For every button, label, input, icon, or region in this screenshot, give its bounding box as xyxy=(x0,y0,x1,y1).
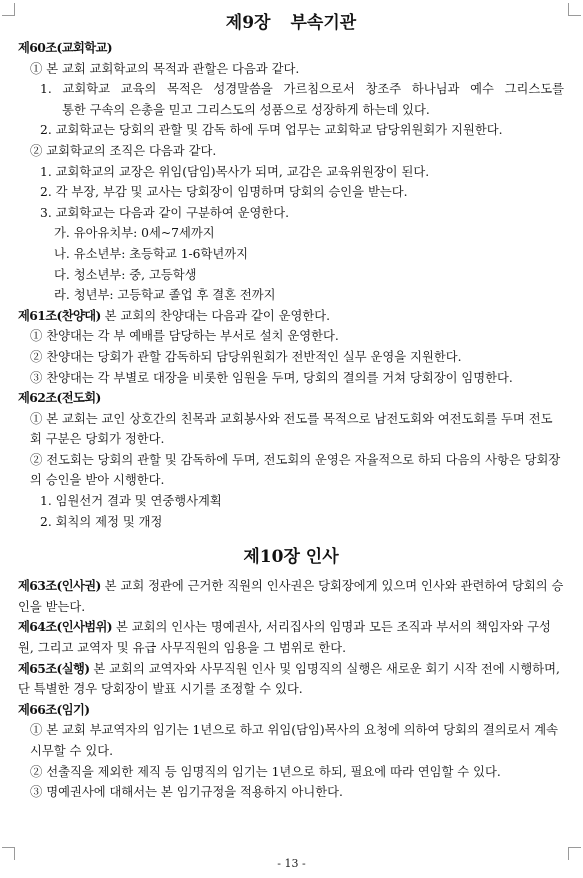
article-66-heading: 제66조(임기) xyxy=(18,701,90,717)
article-60-clause-2: ② 교회학교의 조직은 다음과 같다. xyxy=(30,143,217,158)
article-60-clause-2-item-1: 1. 교회학교의 교장은 위임(담임)목사가 되며, 교감은 교육위원장이 된다. xyxy=(40,164,430,179)
article-66-clause-1: ① 본 교회 부교역자의 임기는 1년으로 하고 위임(담임)목사의 요청에 의하여 당회의 결의로서 계속 시무할 수 있다. xyxy=(30,723,559,758)
article-63-heading: 제63조(인사권) xyxy=(18,578,101,594)
article-62 xyxy=(18,388,564,532)
article-60-clause-1: ① 본 교회 교회학교의 목적과 관할은 다음과 같다. xyxy=(30,61,300,76)
article-66-clause-3: ③ 명예권사에 대해서는 본 임기규정을 적용하지 아니한다. xyxy=(30,785,343,800)
article-60 xyxy=(18,38,564,306)
article-61-clause-1: ① 찬양대는 각 부 예배를 담당하는 부서로 설치 운영한다. xyxy=(30,329,339,344)
article-60-clause-1-item-1-cont: 통한 구속의 은총을 믿고 그리스도의 성품으로 성장하게 하는데 있다. xyxy=(62,102,430,117)
article-61-heading: 제61조(찬양대) xyxy=(18,307,101,323)
article-60-clause-1-item-2: 2. 교회학교는 당회의 관할 및 감독 하에 두며 업무는 교회학교 담당위원회가 지원한다. xyxy=(40,123,503,138)
article-61-clause-2: ② 찬양대는 당회가 관할 감독하되 담당위원회가 전반적인 실무 운영을 지원한다. xyxy=(30,349,462,364)
article-63-text xyxy=(18,576,564,617)
article-60-subitem-na: 나. 유소년부: 초등학교 1-6학년까지 xyxy=(54,246,249,261)
document-body xyxy=(18,8,564,803)
chapter-9-name: 부속기관 xyxy=(290,13,357,33)
article-63 xyxy=(18,576,564,617)
article-62-clause-2-item-1: 1. 임원선거 결과 및 연중행사계획 xyxy=(40,494,222,509)
article-62-clause-2: ② 전도회는 당회의 관할 및 감독하에 두며, 전도회의 운영은 자율적으로 하되 다음의 사항은 당회장의 승인을 받아 시행한다. xyxy=(30,452,561,488)
page-number: - 13 - xyxy=(277,857,306,870)
article-65 xyxy=(18,659,564,700)
article-64-heading: 제64조(인사범위) xyxy=(18,619,113,635)
article-62-clause-1: ① 본 교회는 교인 상호간의 친목과 교회봉사와 전도를 목적으로 남전도회와 여전도회를 두며 전도회 구분은 당회가 정한다. xyxy=(30,411,553,447)
article-65-body: 본 교회의 교역자와 사무직원 인사 및 임명직의 실행은 새로운 회기 시작 전에 시행하며, 단 특별한 경우 당회장이 발표 시기를 조정할 수 있다. xyxy=(18,661,560,697)
article-60-subitem-ra: 라. 청년부: 고등학교 졸업 후 결혼 전까지 xyxy=(54,288,276,303)
article-60-clause-2-item-3: 3. 교회학교는 다음과 같이 구분하여 운영한다. xyxy=(40,205,290,220)
article-60-subitem-da: 다. 청소년부: 중, 고등학생 xyxy=(54,267,197,282)
article-65-heading: 제65조(실행) xyxy=(18,660,90,676)
article-65-text xyxy=(18,659,564,700)
article-61-heading-text: 본 교회의 찬양대는 다음과 같이 운영한다. xyxy=(100,308,331,323)
chapter-9-number: 제9장 xyxy=(225,13,271,33)
crop-mark-top-left xyxy=(2,3,15,16)
article-62-heading: 제62조(전도회) xyxy=(18,390,101,406)
article-61 xyxy=(18,306,564,388)
article-62-clause-2-item-2: 2. 회칙의 제정 및 개정 xyxy=(40,514,163,529)
article-66-clause-2: ② 선출직을 제외한 제직 등 임명직의 임기는 1년으로 하되, 필요에 따라 연임할 수 있다. xyxy=(30,764,501,779)
article-64 xyxy=(18,617,564,658)
chapter-9-title xyxy=(18,8,564,38)
article-61-heading-line xyxy=(18,306,564,327)
article-64-text xyxy=(18,617,564,658)
article-64-body: 본 교회의 인사는 명예권사, 서리집사의 임명과 모든 조직과 부서의 책임자와 구성원, 그리고 교역자 및 유급 사무직원의 임용을 그 범위로 한다. xyxy=(18,620,551,656)
crop-mark-top-right xyxy=(568,3,581,16)
article-66 xyxy=(18,700,564,803)
article-60-subitem-ga: 가. 유아유치부: 0세~7세까지 xyxy=(54,226,215,241)
article-60-clause-1-item-1: 1. 교회학교 교육의 목적은 성경말씀을 가르침으로서 창조주 하나님과 예수 그리스도를 xyxy=(40,82,564,97)
article-60-clause-2-item-2: 2. 각 부장, 부감 및 교사는 당회장이 임명하며 당회의 승인을 받는다. xyxy=(40,185,408,200)
article-63-body: 본 교회 정관에 근거한 직원의 인사권은 당회장에게 있으며 인사와 관련하여 당회의 승인을 받는다. xyxy=(18,579,564,614)
article-60-heading: 제60조(교회학교) xyxy=(18,40,113,55)
article-61-clause-3: ③ 찬양대는 각 부별로 대장을 비롯한 임원을 두며, 당회의 결의를 거쳐 당회장이 임명한다. xyxy=(30,370,513,385)
chapter-10-title: 제10장 인사 xyxy=(243,547,339,568)
